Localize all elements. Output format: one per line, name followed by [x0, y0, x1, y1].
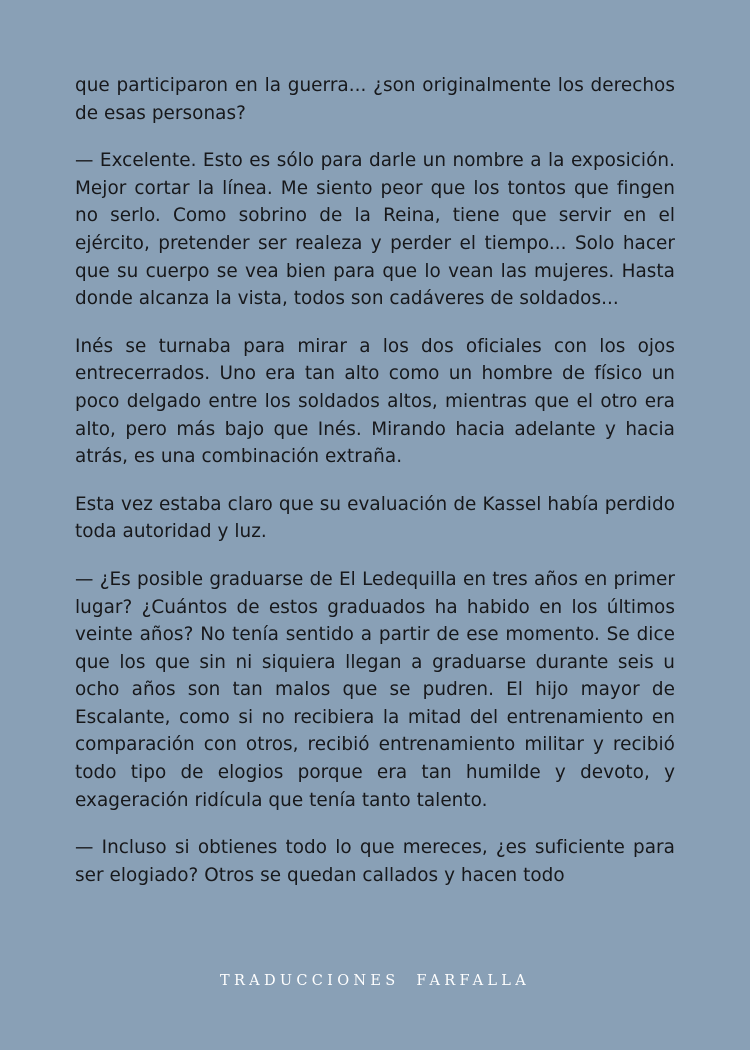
paragraph-2: — Excelente. Esto es sólo para darle un nombre a la exposición. Mejor cortar la línea. Me siento peor que los tontos que fingen no serlo. Como sobrino de la Reina, tiene que servir en el ejército, pretender ser realeza y perder el tiempo... Solo hacer que su cuerpo se vea bien para que lo vean las mujeres. Hasta donde alcanza la vista, todos son cadáveres de soldados... [75, 150, 675, 310]
paragraph-4: Esta vez estaba claro que su evaluación de Kassel había perdido toda autoridad y luz. [75, 493, 675, 543]
paragraph-5: — ¿Es posible graduarse de El Ledequilla en tres años en primer lugar? ¿Cuántos de estos graduados ha habido en los últimos veinte años? No tenía sentido a partir de ese momento. Se dice que los que sin ni siquiera llegan a graduarse durante seis u ocho años son tan malos que se pudren. El hijo mayor de Escalante, como si no recibiera la mitad del entrenamiento en comparación con otros, recibió entrenamiento militar y recibió todo tipo de elogios porque era tan humilde y devoto, y exageración ridícula que tenía tanto talento. [75, 568, 675, 811]
paragraph-1: que participaron en la guerra... ¿son originalmente los derechos de esas personas? [75, 75, 675, 124]
page-footer-credit: TRADUCCIONES FARFALLA [219, 973, 530, 989]
page-body-text [75, 72, 675, 909]
paragraph-3: Inés se turnaba para mirar a los dos oficiales con los ojos entrecerrados. Uno era tan alto como un hombre de físico un poco delgado entre los soldados altos, mientras que el otro era alto, pero más bajo que Inés. Mirando hacia adelante y hacia atrás, es una combinación extraña. [75, 335, 675, 468]
paragraph-6: — Incluso si obtienes todo lo que mereces, ¿es suficiente para ser elogiado? Otros se quedan callados y hacen todo [75, 837, 675, 886]
